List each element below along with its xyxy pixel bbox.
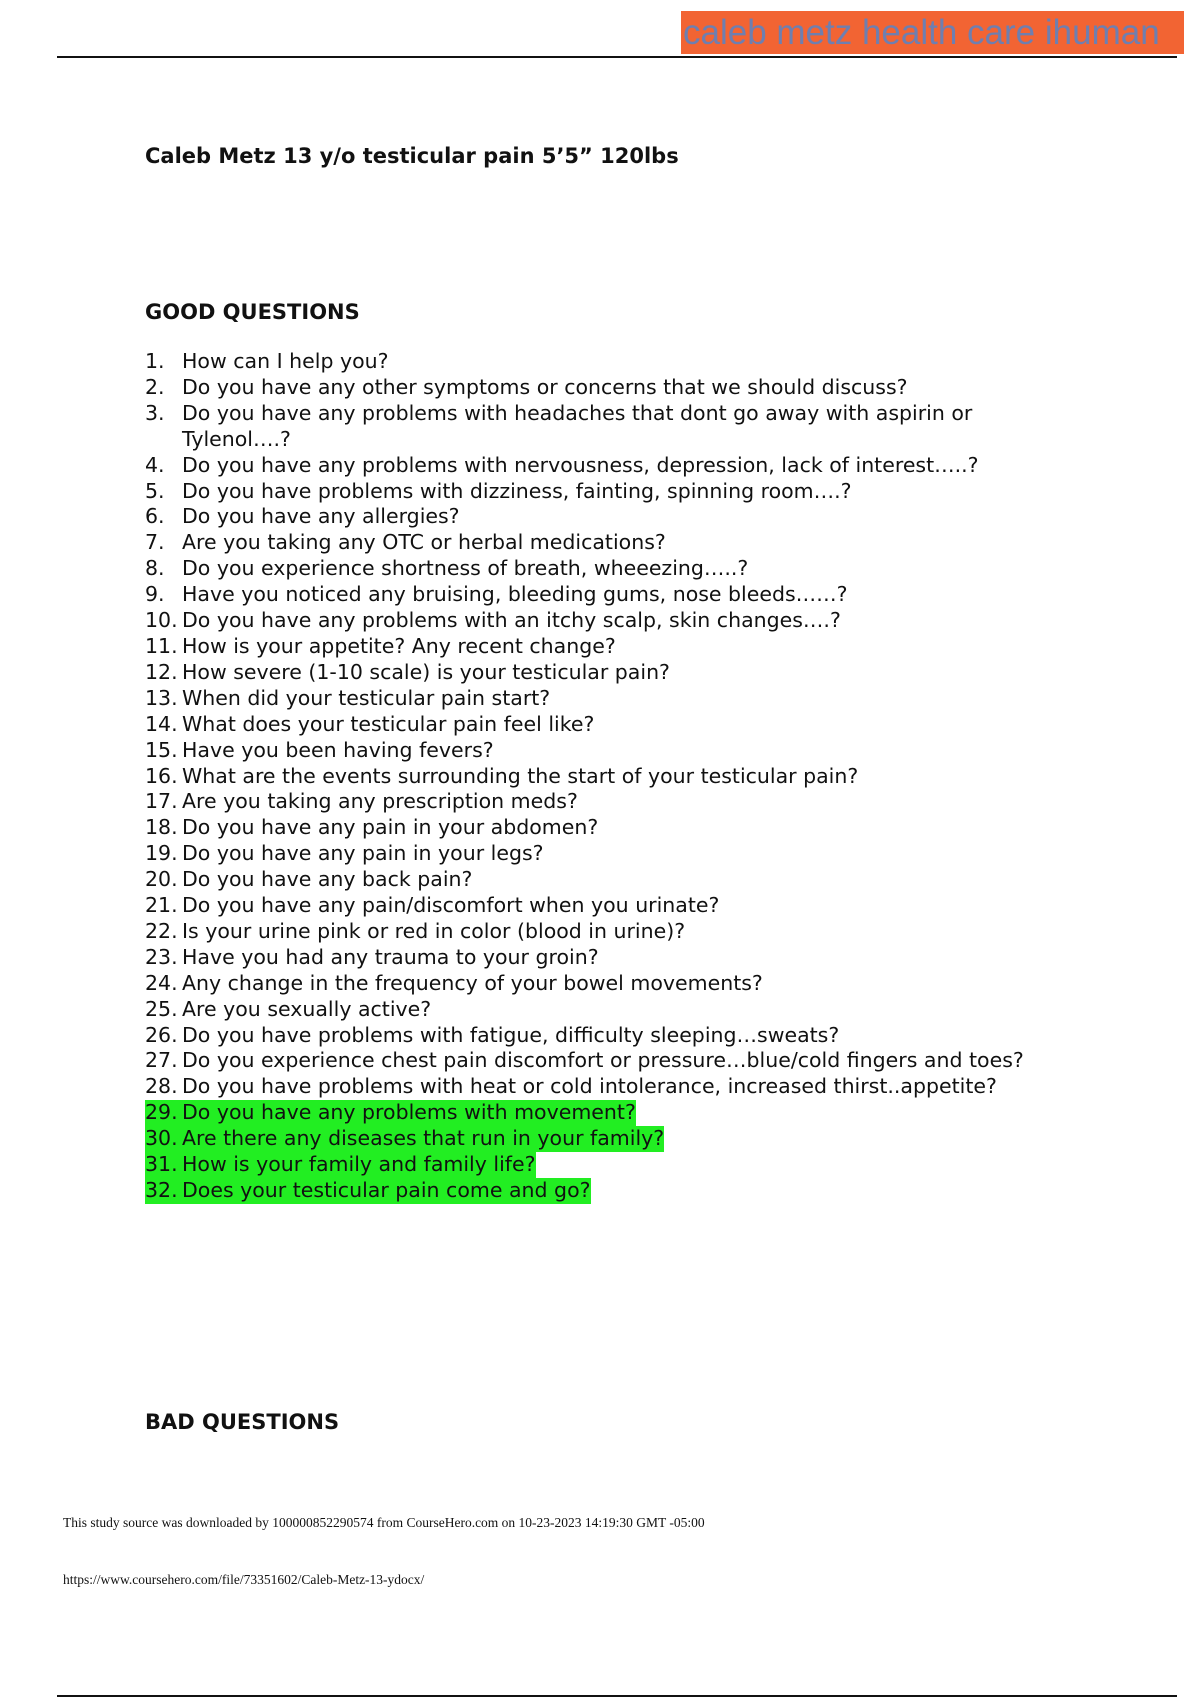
question-text: Have you been having fevers? — [182, 737, 494, 762]
question-text: Are there any diseases that run in your family? — [182, 1126, 665, 1151]
question-item — [145, 504, 1075, 530]
question-item — [145, 789, 1075, 815]
question-text: Do you have problems with fatigue, difficulty sleeping…sweats? — [182, 1022, 840, 1047]
question-text: Do you have any problems with movement? — [182, 1100, 636, 1125]
question-item — [145, 815, 1075, 841]
question-item — [145, 893, 1075, 919]
source-url[interactable]: https://www.coursehero.com/file/73351602/Caleb-Metz-13-ydocx/ — [63, 1572, 425, 1587]
question-number: 21. — [145, 893, 178, 918]
question-text: Do you have problems with heat or cold intolerance, increased thirst..appetite? — [182, 1074, 997, 1099]
good-questions-list — [145, 349, 1075, 1204]
question-item — [145, 1178, 1075, 1204]
question-text: Do you have any pain in your legs? — [182, 841, 544, 866]
question-text: Do you have any pain in your abdomen? — [182, 815, 599, 840]
question-number: 23. — [145, 944, 178, 969]
question-text: How is your appetite? Any recent change? — [182, 633, 616, 658]
question-text: Do you have any other symptoms or concerns that we should discuss? — [182, 374, 908, 399]
question-number: 11. — [145, 633, 178, 658]
question-text: Is your urine pink or red in color (blood in urine)? — [182, 918, 686, 943]
question-item — [145, 686, 1075, 712]
question-item — [145, 634, 1075, 660]
question-item — [145, 1023, 1075, 1049]
question-number: 17. — [145, 789, 178, 814]
question-item — [145, 582, 1075, 608]
question-text: Are you sexually active? — [182, 996, 432, 1021]
question-number: 12. — [145, 659, 178, 684]
question-text: How severe (1-10 scale) is your testicular pain? — [182, 659, 670, 684]
question-number: 9. — [145, 582, 165, 607]
question-item — [145, 971, 1075, 997]
question-number: 29. — [145, 1100, 182, 1126]
question-number: 24. — [145, 970, 178, 995]
question-item — [145, 453, 1075, 479]
question-number: 26. — [145, 1022, 178, 1047]
question-item — [145, 1074, 1075, 1100]
question-text: Do you have any back pain? — [182, 867, 473, 892]
question-number: 7. — [145, 530, 165, 555]
bad-questions-heading: BAD QUESTIONS — [145, 1410, 340, 1434]
question-text: Any change in the frequency of your bowel movements? — [182, 970, 763, 995]
question-text: Do you experience chest pain discomfort or pressure…blue/cold fingers and toes? — [182, 1048, 1024, 1073]
question-text: Are you taking any prescription meds? — [182, 789, 578, 814]
question-number: 4. — [145, 452, 165, 477]
watermark-tag: caleb metz health care ihuman — [681, 11, 1184, 54]
question-number: 28. — [145, 1074, 178, 1099]
question-text: Do you have any pain/discomfort when you urinate? — [182, 893, 720, 918]
question-number: 16. — [145, 763, 178, 788]
header-rule — [57, 56, 1177, 58]
question-number: 2. — [145, 374, 165, 399]
question-number: 15. — [145, 737, 178, 762]
question-number: 30. — [145, 1126, 182, 1152]
question-number: 25. — [145, 996, 178, 1021]
question-item — [145, 919, 1075, 945]
question-item — [145, 997, 1075, 1023]
question-item — [145, 712, 1075, 738]
question-number: 8. — [145, 556, 165, 581]
question-item — [145, 349, 1075, 375]
footer-rule — [57, 1695, 1177, 1697]
question-number: 32. — [145, 1178, 182, 1204]
question-item — [145, 764, 1075, 790]
question-number: 31. — [145, 1152, 182, 1178]
question-item — [145, 738, 1075, 764]
question-number: 14. — [145, 711, 178, 736]
question-item — [145, 1126, 1075, 1152]
question-text: Do you have any problems with nervousness, depression, lack of interest…..? — [182, 452, 979, 477]
question-text: Do you have problems with dizziness, fainting, spinning room….? — [182, 478, 852, 503]
question-text: Do you experience shortness of breath, wheeezing…..? — [182, 556, 749, 581]
question-text: Are you taking any OTC or herbal medications? — [182, 530, 666, 555]
question-number: 13. — [145, 685, 178, 710]
question-item — [145, 1152, 1075, 1178]
good-questions-heading: GOOD QUESTIONS — [145, 300, 360, 324]
question-item — [145, 608, 1075, 634]
download-source-note: This study source was downloaded by 100000852290574 from CourseHero.com on 10-23-2023 14:19:30 GMT -05:00 — [63, 1515, 705, 1530]
question-text: Do you have any allergies? — [182, 504, 460, 529]
question-item — [145, 867, 1075, 893]
question-text: Do you have any problems with headaches that dont go away with aspirin or Tylenol….? — [182, 400, 973, 451]
question-item — [145, 945, 1075, 971]
question-text: What does your testicular pain feel like? — [182, 711, 595, 736]
question-text: When did your testicular pain start? — [182, 685, 551, 710]
question-text: Have you noticed any bruising, bleeding gums, nose bleeds……? — [182, 582, 848, 607]
question-text: Do you have any problems with an itchy scalp, skin changes….? — [182, 608, 841, 633]
question-number: 10. — [145, 608, 178, 633]
document-title: Caleb Metz 13 y/o testicular pain 5’5” 120lbs — [145, 144, 679, 168]
question-item — [145, 479, 1075, 505]
question-item — [145, 556, 1075, 582]
question-item — [145, 1048, 1075, 1074]
question-number: 18. — [145, 815, 178, 840]
question-item — [145, 841, 1075, 867]
question-item — [145, 530, 1075, 556]
question-number: 6. — [145, 504, 165, 529]
question-text: Have you had any trauma to your groin? — [182, 944, 599, 969]
question-number: 27. — [145, 1048, 178, 1073]
question-text: Does your testicular pain come and go? — [182, 1178, 591, 1202]
question-item — [145, 375, 1075, 401]
question-number: 20. — [145, 867, 178, 892]
question-item — [145, 660, 1075, 686]
question-number: 5. — [145, 478, 165, 503]
question-number: 3. — [145, 400, 165, 425]
question-item — [145, 1100, 1075, 1126]
question-number: 19. — [145, 841, 178, 866]
question-item — [145, 401, 1075, 453]
question-text: What are the events surrounding the start of your testicular pain? — [182, 763, 859, 788]
question-text: How can I help you? — [182, 349, 389, 373]
question-number: 1. — [145, 349, 165, 373]
question-number: 22. — [145, 918, 178, 943]
question-text: How is your family and family life? — [182, 1152, 536, 1177]
